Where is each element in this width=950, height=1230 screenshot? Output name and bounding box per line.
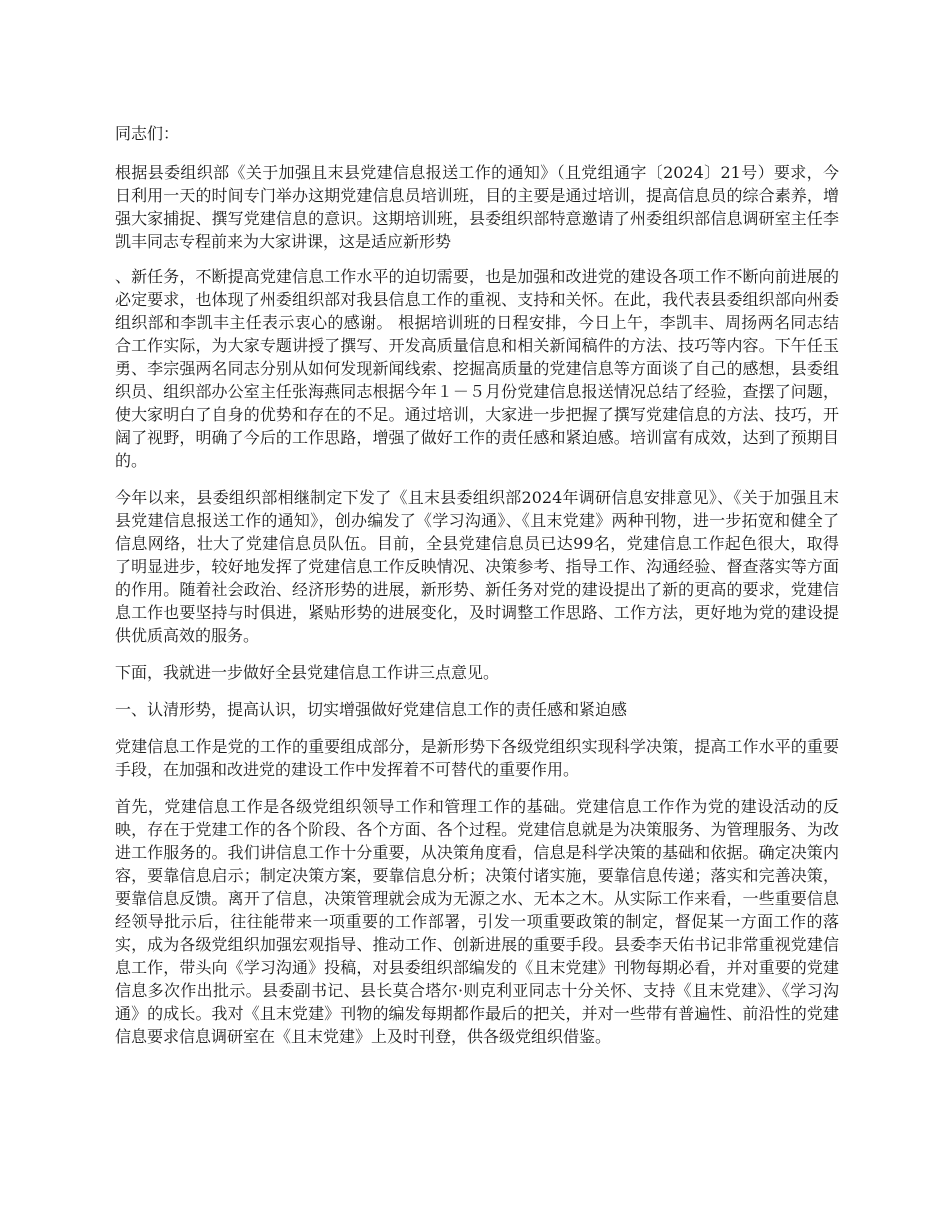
section-heading-1: 一、认清形势，提高认识，切实增强做好党建信息工作的责任感和紧迫感 [115,700,628,719]
paragraph-training-summary: 、新任务，不断提高党建信息工作水平的迫切需要，也是加强和改进党的建设各项工作不断向前进展的必定要求，也体现了州委组织部对我县信息工作的重视、支持和关怀。在此，我代表县委组织部向州委组织部和李凯丰主任表示衷心的感谢。 根据培训班的日程安排，今日上午，李凯丰、周扬两名同志结合工作实际，为大家专题讲授了撰写、开发高质量信息和相关新闻稿件的方法、技巧等内容。下午任玉勇、李宗强两名同志分别从如何发现新闻线索、挖掘高质量的党建信息等方面谈了自己的感想，县委组织员、组织部办公室主任张海燕同志根据今年１－５月份党建信息报送情况总结了经验，查摆了问题，使大家明白了自身的优势和存在的不足。通过培训，大家进一步把握了撰写党建信息的方法、技巧，开阔了视野，明确了今后的工作思路，增强了做好工作的责任感和紧迫感。培训富有成效，达到了预期目的。 [115,267,839,470]
paragraph-transition: 下面，我就进一步做好全县党建信息工作讲三点意见。 [115,663,500,682]
document-body [115,122,839,1062]
paragraph-progress: 今年以来，县委组织部相继制定下发了《且末县委组织部2024年调研信息安排意见》、《关于加强且末县党建信息报送工作的通知》，创办编发了《学习沟通》、《且末党建》两种刊物，进一步拓宽和健全了信息网络，壮大了党建信息员队伍。目前，全县党建信息员已达99名，党建信息工作起色很大，取得了明显进步，较好地发挥了党建信息工作反映情况、决策参考、指导工作、沟通经验、督查落实等方面的作用。随着社会政治、经济形势的进展，新形势、新任务对党的建设提出了新的更高的要求，党建信息工作也要坚持与时俱进，紧贴形势的进展变化，及时调整工作思路、工作方法，更好地为党的建设提供优质高效的服务。 [115,488,839,645]
greeting: 同志们： [115,124,180,143]
paragraph-first-point: 首先，党建信息工作是各级党组织领导工作和管理工作的基础。党建信息工作作为党的建设活动的反映，存在于党建工作的各个阶段、各个方面、各个过程。党建信息就是为决策服务、为管理服务、为改进工作服务的。我们讲信息工作十分重要，从决策角度看，信息是科学决策的基础和依据。确定决策内容，要靠信息启示；制定决策方案，要靠信息分析；决策付诸实施，要靠信息传递；落实和完善决策，要靠信息反馈。离开了信息，决策管理就会成为无源之水、无本之木。从实际工作来看，一些重要信息经领导批示后，往往能带来一项重要的工作部署，引发一项重要政策的制定，督促某一方面工作的落实，成为各级党组织加强宏观指导、推动工作、创新进展的重要手段。县委李天佑书记非常重视党建信息工作，带头向《学习沟通》投稿，对县委组织部编发的《且末党建》刊物每期必看，并对重要的党建信息多次作出批示。县委副书记、县长莫合塔尔·则克利亚同志十分关怀、支持《且末党建》、《学习沟通》的成长。我对《且末党建》刊物的编发每期都作最后的把关，并对一些带有普遍性、前沿性的党建信息要求信息调研室在《且末党建》上及时刊登，供各级党组织借鉴。 [115,797,839,1046]
paragraph-importance: 党建信息工作是党的工作的重要组成部分，是新形势下各级党组织实现科学决策，提高工作水平的重要手段，在加强和改进党的建设工作中发挥着不可替代的重要作用。 [115,737,839,779]
paragraph-intro: 根据县委组织部《关于加强且末县党建信息报送工作的通知》（且党组通字〔2024〕21号）要求，今日利用一天的时间专门举办这期党建信息员培训班，目的主要是通过培训，提高信息员的综合素养，增强大家捕捉、撰写党建信息的意识。这期培训班，县委组织部特意邀请了州委组织部信息调研室主任李凯丰同志专程前来为大家讲课，这是适应新形势 [115,163,839,251]
